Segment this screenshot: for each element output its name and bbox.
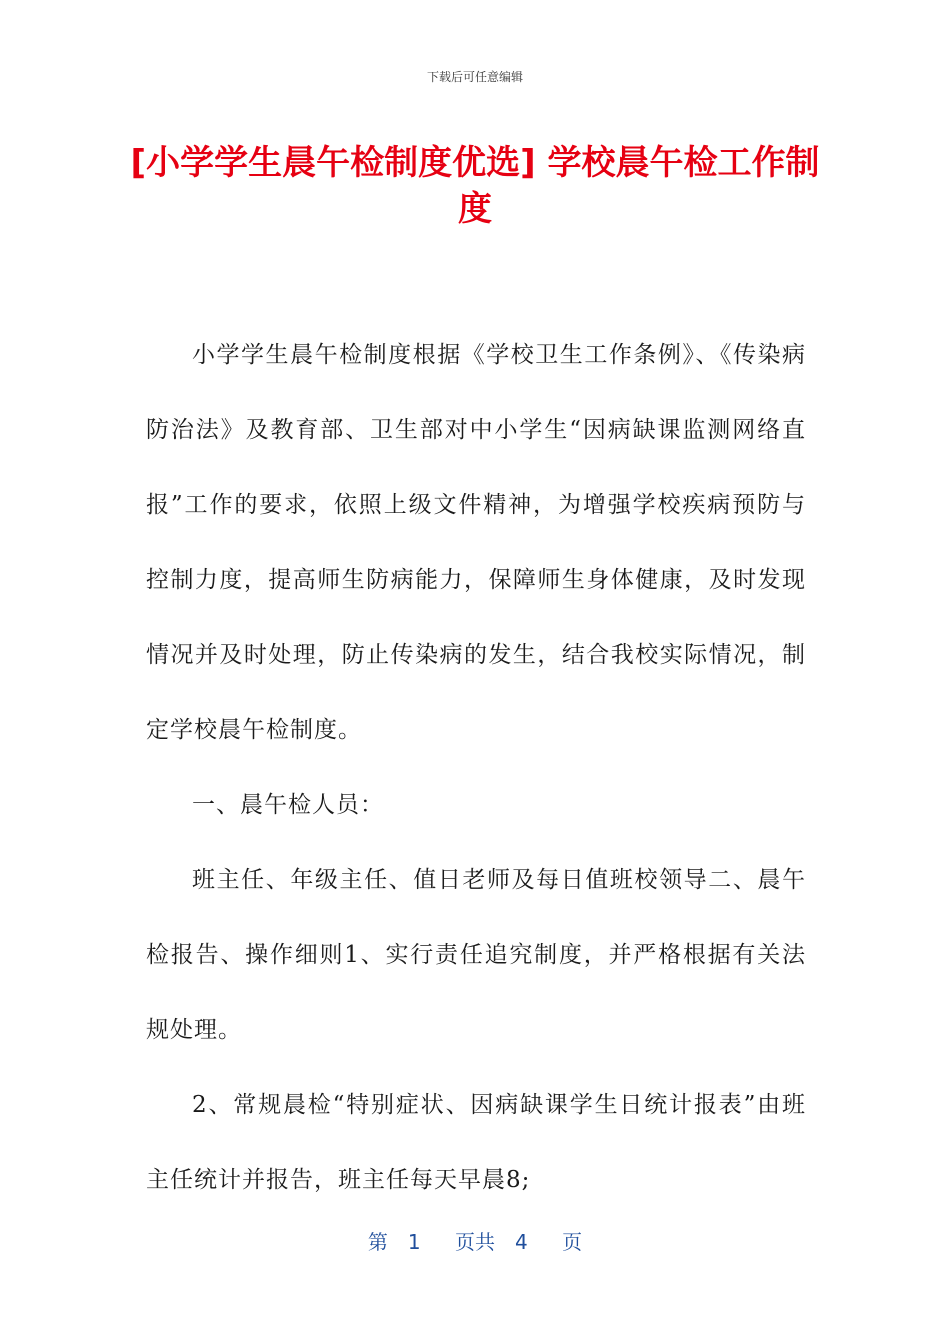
header-note: 下载后可任意编辑 [426, 70, 523, 84]
document-body [146, 318, 806, 1218]
page-number-label: 第 1 页共 4 页 [367, 1230, 583, 1254]
paragraph-personnel: 班主任、年级主任、值日老师及每日值班校领导二、晨午检报告、操作细则1、实行责任追究制度，并严格根据有关法规处理。 [146, 867, 806, 1043]
paragraph-intro: 小学学生晨午检制度根据《学校卫生工作条例》、《传染病防治法》及教育部、卫生部对中小学生“因病缺课监测网络直报”工作的要求，依照上级文件精神，为增强学校疾病预防与控制力度，提高师生防病能力，保障师生身体健康，及时发现情况并及时处理，防止传染病的发生，结合我校实际情况，制定学校晨午检制度。 [146, 342, 806, 743]
document-title: [小学学生晨午检制度优选] 学校晨午检工作制度 [130, 143, 820, 229]
paragraph-section-heading: 一、晨午检人员： [192, 792, 384, 818]
page-number-footer [0, 1226, 950, 1255]
paragraph-routine-check: 2、常规晨检“特别症状、因病缺课学生日统计报表”由班主任统计并报告，班主任每天早晨8; [146, 1092, 806, 1193]
